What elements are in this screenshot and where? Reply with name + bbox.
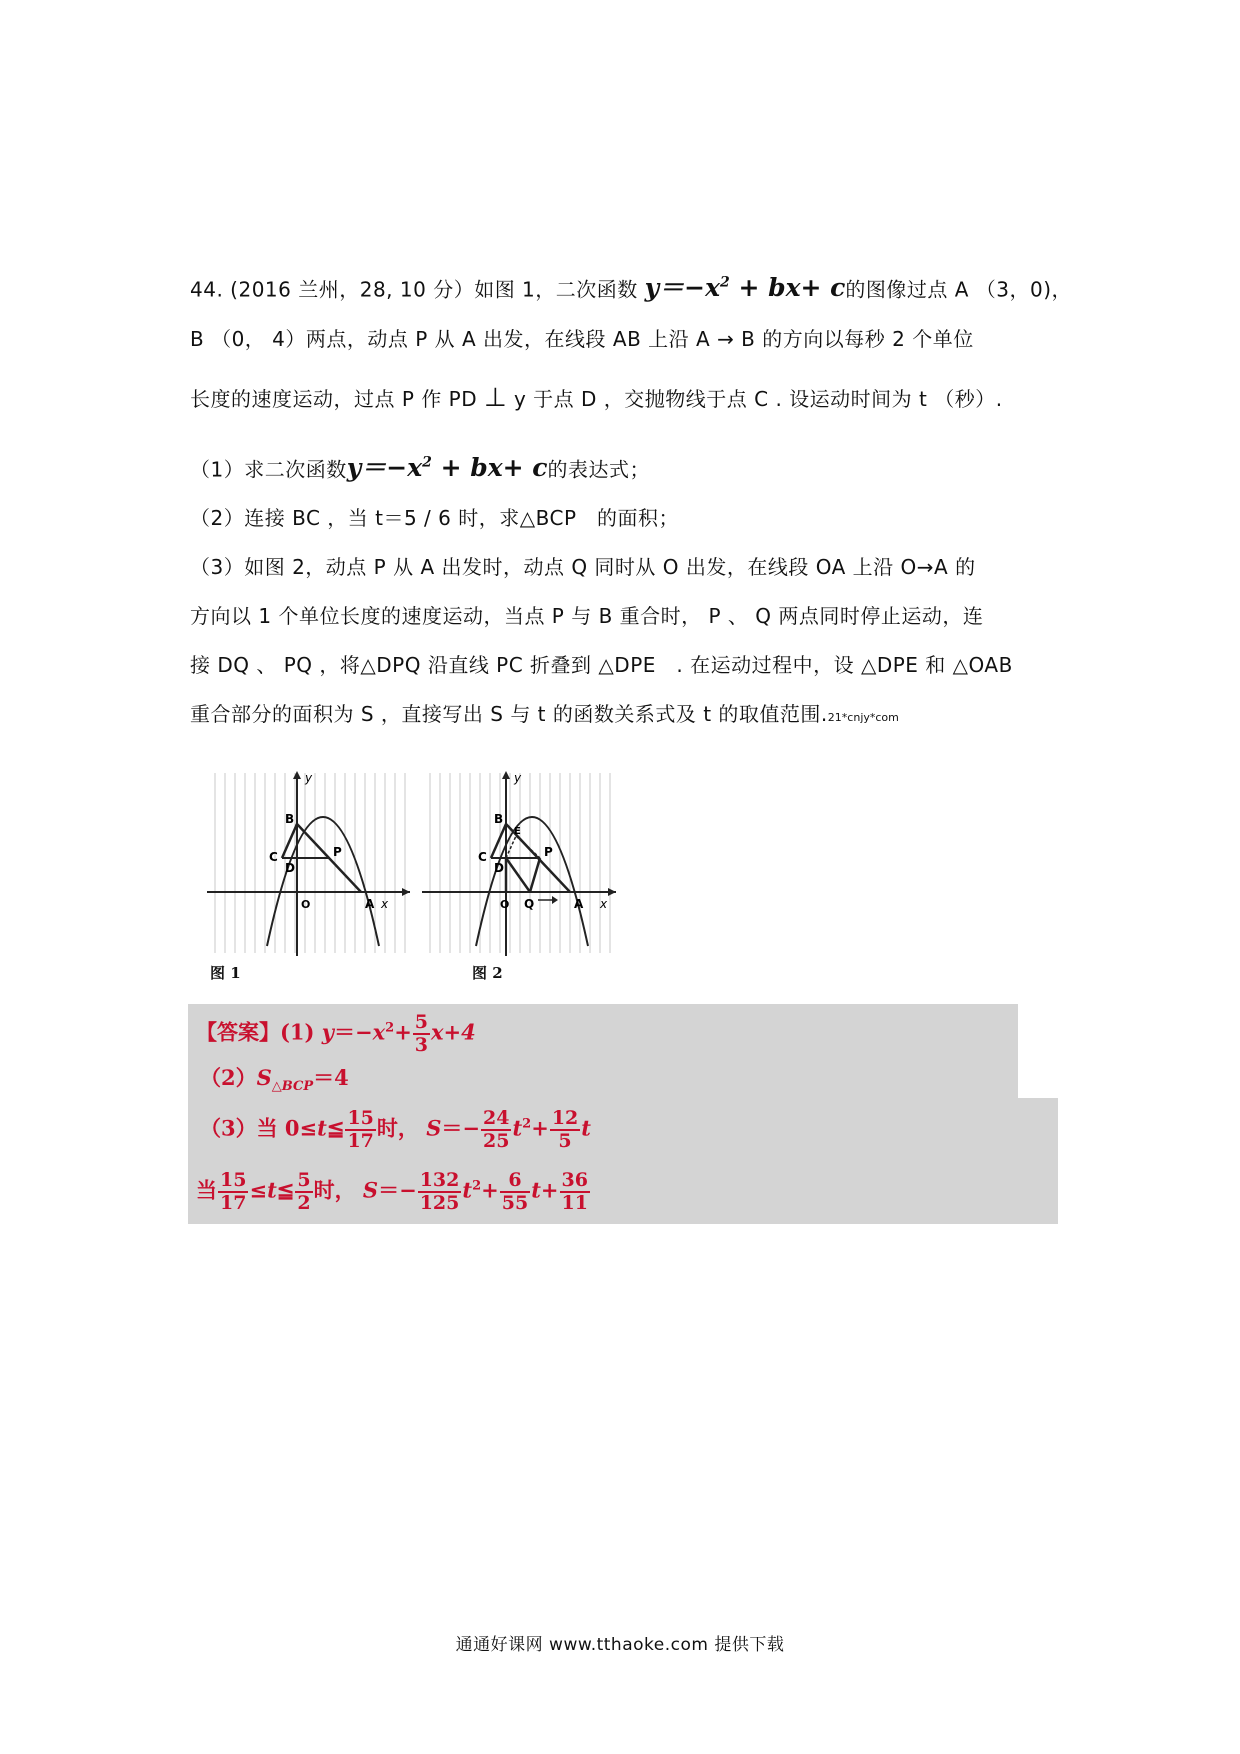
label-p: P (544, 845, 553, 859)
figure-2-caption: 图 2 (472, 964, 503, 982)
quadratic-formula: $y=-x^2 + bx+ c$ (644, 273, 846, 303)
question-1: （1）求二次函数$y=-x^2 + bx+ c$的表达式； (190, 453, 650, 483)
fraction: $\frac{6}{55}$ (501, 1169, 529, 1214)
answer-line-4: 当 $\frac{15}{17}$ ≤t≦ $\frac{5}{2}$ 时， S＝− $\frac{132}{125}$ $t^2+$ $\frac{6}{55}$ t+ $\frac{36}{11}$ (196, 1169, 588, 1214)
label-o: O (500, 898, 510, 911)
answer-line-2: $(2)S_{\triangle BCP}=4$ (200, 1065, 349, 1095)
label-b: B (494, 812, 504, 826)
problem-line-1 (190, 268, 1073, 304)
grid-lines (215, 773, 405, 953)
figure-2 (420, 768, 620, 958)
figure-1-caption: 图 1 (210, 964, 241, 982)
label-a: A (574, 897, 584, 911)
question-3-line-1: （3）如图 2，动点 P 从 A 出发时，动点 Q 同时从 O 出发，在线段 OA 上沿 O→A 的 (190, 555, 976, 579)
x-axis-arrow (402, 888, 410, 896)
question-3-line-3: 接 DQ 、 PQ ，将△DPQ 沿直线 PC 折叠到 △DPE . 在运动过程中，设 △DPE 和 △OAB (190, 653, 1013, 677)
label-e: E (514, 826, 521, 837)
label-x: x (600, 897, 608, 911)
label-c: C (478, 850, 487, 864)
x-axis-arrow (608, 888, 616, 896)
problem-line-3: 长度的速度运动，过点 P 作 PD ⊥ y 于点 D ，交抛物线于点 C . 设运动时间为 t （秒）. (190, 383, 1003, 413)
answer-line-1: 【答案】(1) $y=-x^2+$ $\frac{5}{3}$ x+4 (196, 1011, 476, 1056)
label-y: y (514, 771, 522, 785)
label-p: P (333, 845, 342, 859)
label-q: Q (524, 897, 535, 911)
fraction: $\frac{24}{25}$ (483, 1107, 510, 1152)
label-o: O (301, 898, 311, 911)
label-d: D (494, 861, 504, 875)
label-d: D (285, 861, 295, 875)
segment-bc (491, 824, 506, 858)
question-3-line-4: 重合部分的面积为 S ，直接写出 S 与 t 的函数关系式及 t 的取值范围.21*cnjy*com (190, 702, 899, 726)
fraction: $\frac{36}{11}$ (561, 1169, 588, 1214)
perpendicular-symbol: ⊥ (483, 383, 508, 413)
quadratic-formula: $y=-x^2 + bx+ c$ (346, 453, 548, 483)
fraction: $\frac{132}{125}$ (419, 1169, 460, 1214)
answer-line-3: （3）当 0≤t≦ $\frac{15}{17}$ 时， S＝− $\frac{24}{25}$ $t^2+$ $\frac{12}{5}$ t (200, 1107, 591, 1152)
label-x: x (381, 897, 389, 911)
parabola (267, 817, 379, 946)
label-c: C (269, 850, 278, 864)
segment-de (506, 836, 516, 858)
fraction: $\frac{15}{17}$ (347, 1107, 374, 1152)
footer-text: 通通好课网 www.tthaoke.com 提供下载 (455, 1635, 785, 1655)
figure-1 (205, 768, 415, 958)
watermark-text: 21*cnjy*com (827, 711, 899, 724)
problem-text: 44. (2016 兰州，28, 10 分）如图 1，二次函数 (190, 277, 638, 302)
label-a: A (365, 897, 375, 911)
q-arrow-head (552, 896, 558, 904)
problem-line-2: B （0， 4）两点，动点 P 从 A 出发，在线段 AB 上沿 A → B 的方向以每秒 2 个单位 (190, 327, 974, 351)
fraction: $\frac{5}{3}$ (414, 1011, 429, 1056)
problem-text: 的图像过点 A （3，0)， (845, 277, 1073, 302)
fraction: $\frac{12}{5}$ (551, 1107, 579, 1152)
y-axis-arrow (502, 771, 510, 779)
label-y: y (305, 771, 313, 785)
question-2: （2）连接 BC ，当 t＝5 / 6 时，求△BCP 的面积； (190, 506, 680, 530)
question-3-line-2: 方向以 1 个单位长度的速度运动，当点 P 与 B 重合时， P 、 Q 两点同时停止运动，连 (190, 604, 984, 628)
y-axis-arrow (293, 771, 301, 779)
segment-pq (530, 858, 540, 892)
fraction: $\frac{5}{2}$ (297, 1169, 311, 1214)
label-b: B (285, 812, 295, 826)
fraction: $\frac{15}{17}$ (220, 1169, 247, 1214)
